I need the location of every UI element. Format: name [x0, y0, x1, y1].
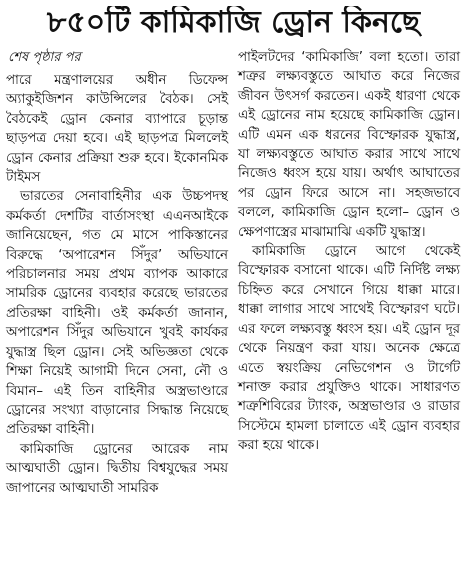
continuation-label: শেষ পৃষ্ঠার পর: [8, 50, 81, 65]
article-body: [6, 48, 461, 498]
column-right: [238, 48, 460, 498]
paragraph: ভারতের সেনাবাহিনীর এক উচ্চপদস্থ কর্মকর্তা দেশটির বার্তাসংস্থা এএনআইকে জানিয়েছেন, গত মে মাসে পাকিস্তানের বিরুদ্ধে ‘অপারেশন সিঁদুর’ অভিযানে পরিচালনার সময় প্রথম ব্যাপক আকারে সামরিক ড্রোনের ব্যবহার করেছে ভারতের প্রতিরক্ষা বাহিনী। ওই কর্মকর্তা জানান, অপারেশন সিঁদুর অভিযানে খুবই কার্যকর যুদ্ধাস্ত্র ছিল ড্রোন। সেই অভিজ্ঞতা থেকে শিক্ষা নিয়েই আগামী দিনে সেনা, নৌ ও বিমান– এই তিন বাহিনীর অস্ত্রভাণ্ডারে ড্রোনের সংখ্যা বাড়ানোর সিদ্ধান্ত নিয়েছে প্রতিরক্ষা বাহিনী।: [6, 189, 228, 438]
paragraph: কামিকাজি ড্রোনে আগে থেকেই বিস্ফোরক বসানো থাকে। এটি নির্দিষ্ট লক্ষ্য চিহ্নিত করে সেখানে গিয়ে ধাক্কা মারে। ধাক্কা লাগার সাথে সাথেই বিস্ফোরণ ঘটে। এর ফলে লক্ষ্যবস্তু ধ্বংস হয়। এই ড্রোন দূর থেকে নিয়ন্ত্রণ করা যায়। অনেক ক্ষেত্রে এতে স্বয়ংক্রিয় নেভিগেশন ও টার্গেট শনাক্ত করার প্রযুক্তিও থাকে। সাধারণত শত্রুশিবিরের ট্যাংক, অস্ত্রভাণ্ডার ও রাডার সিস্টেমে হামলা চালাতে এই ড্রোন ব্যবহার করা হয়ে থাকে।: [238, 244, 460, 454]
column-left: [6, 48, 228, 498]
paragraph: কামিকাজি ড্রোনের আরেক নাম আত্মঘাতী ড্রোন। দ্বিতীয় বিশ্বযুদ্ধের সময় জাপানের আত্মঘাতী সামরিক: [6, 441, 228, 496]
paragraph: পাইলটদের ‘কামিকাজি’ বলা হতো। তারা শত্রুর লক্ষ্যবস্তুতে আঘাত করে নিজের জীবন উৎসর্গ করতেন। একই ধারণা থেকে এই ড্রোনের নাম হয়েছে কামিকাজি ড্রোন। এটি এমন এক ধরনের বিস্ফোরক যুদ্ধাস্ত্র, যা লক্ষ্যবস্তুতে আঘাত করার সাথে সাথে নিজেও ধ্বংস হয়ে যায়। অর্থাৎ আঘাতের পর ড্রোন ফিরে আসে না। সহজভাবে বললে, কামিকাজি ড্রোন হলো– ড্রোন ও ক্ষেপণাস্ত্রের মাঝামাঝি একটি যুদ্ধাস্ত্র।: [238, 50, 460, 240]
headline: ৮৫০টি কামিকাজি ড্রোন কিনছে: [46, 6, 421, 40]
paragraph: পারে মন্ত্রণালয়ের অধীন ডিফেন্স অ্যাকুইজিশন কাউন্সিলের বৈঠক। সেই বৈঠকেই ড্রোন কেনার ব্যাপারে চূড়ান্ত ছাড়পত্র দেয়া হবে। এই ছাড়পত্র মিললেই ড্রোন কেনার প্রক্রিয়া শুরু হবে। ইকোনমিক টাইমস: [6, 73, 228, 186]
